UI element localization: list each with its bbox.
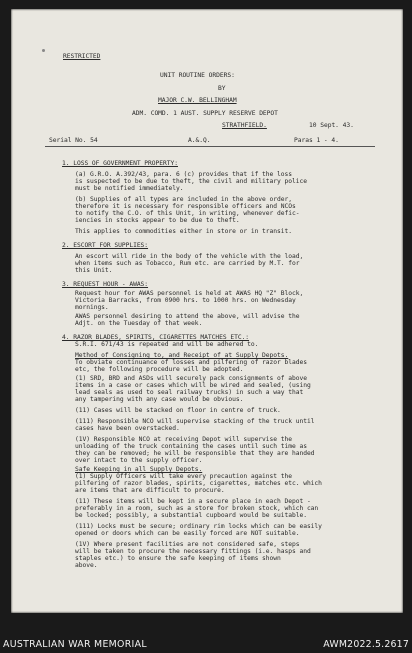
body-line: items in a case or cases which will be wired and sealed, (using [75,382,311,389]
body-line: over intact to the supply officer. [75,457,203,464]
footer-institution: AUSTRALIAN WAR MEMORIAL [3,639,147,650]
body-line: to notify the C.O. of this Unit, in writing, whenever defic- [75,210,300,217]
place-name: STRATHFIELD. [222,122,267,129]
paras-range: Paras 1 - 4. [294,137,339,144]
body-line: (1) SRD, BRD and ASDs will securely pack consignments of above [75,375,307,382]
archive-footer [0,617,412,653]
body-line: Method of Consigning to, and Receipt of at Supply Depots. [75,352,289,359]
body-line: (a) G.R.O. A.392/43, para. 6 (c) provides that if the loss [75,171,292,178]
body-line: will be taken to procure the necessary fittings (i.e. hasps and [75,548,311,555]
body-line: (111) Locks must be secure; ordinary rim locks which can be easily [75,523,322,530]
unit-name: ADM. COMD. 1 AUST. SUPPLY RESERVE DEPOT [132,110,278,117]
body-line: opened or doors which can be easily forced are NOT suitable. [75,530,300,537]
body-line: 3. REQUEST HOUR - AWAS: [62,281,149,288]
body-line: any tampering with any case would be obvious. [75,396,244,403]
body-line: when items such as Tobacco, Rum etc. are carried by M.T. for [75,260,300,267]
body-line: lead seals as used to seal railway trucks) in such a way that [75,389,304,396]
body-line: An escort will ride in the body of the vehicle with the load, [75,253,304,260]
body-line: therefore it is necessary for responsible officers and NCOs [75,203,296,210]
body-line: (1V) Where present facilities are not considered safe, steps [75,541,300,548]
body-line: iencies in stocks appear to be due to theft. [75,217,240,224]
body-line: cases have been overstacked. [75,425,180,432]
document-page [11,9,403,613]
body-line: (1V) Responsible NCO at receiving Depot will supervise the [75,436,292,443]
body-line: This applies to commodities either in store or in transit. [75,228,292,235]
body-line: be locked; possibly, a substantial cupboard would be suitable. [75,512,307,519]
body-line: are items that are difficult to procure. [75,487,225,494]
body-line: this Unit. [75,267,113,274]
body-line: (1) Supply Officers will take every precaution against the [75,473,292,480]
officer-name: MAJOR C.W. BELLINGHAM [158,97,237,104]
footer-accession-number: AWM2022.5.2617 [323,639,409,650]
body-line: 2. ESCORT FOR SUPPLIES: [62,242,149,249]
body-line: (11) Cases will be stacked on floor in centre of truck. [75,407,281,414]
serial-number: Serial No. 54 [49,137,98,144]
document-title: UNIT ROUTINE ORDERS: [160,72,235,79]
body-line: they can be removed; he will be responsible that they are handed [75,450,315,457]
punch-hole-mark [42,49,45,52]
by-line: BY [218,85,226,92]
order-date: 10 Sept. 43. [309,122,354,129]
body-line: must be notified immediately. [75,185,184,192]
body-line: above. [75,562,98,569]
body-line: pilfering of razor blades, spirits, cigarettes, matches etc. which [75,480,322,487]
body-line: Victoria Barracks, from 0900 hrs. to 1000 hrs. on Wednesday [75,297,296,304]
body-line: Safe Keeping in all Supply Depots. [75,466,203,473]
body-line: S.R.I. 671/43 is repeated and will be adhered to. [75,341,259,348]
body-line: (b) Supplies of all types are included in the above order, [75,196,292,203]
body-line: mornings. [75,304,109,311]
body-line: is suspected to be due to theft, the civil and military police [75,178,307,185]
body-line: staples etc.) to ensure the safe keeping of items shown [75,555,281,562]
body-line: To obviate continuance of losses and pilfering of razor blades [75,359,307,366]
body-line: (111) Responsible NCO will supervise stacking of the truck until [75,418,315,425]
body-line: preferably in a room, such as a store for broken stock, which can [75,505,319,512]
header-rule [45,146,375,147]
body-line: AWAS personnel desiring to attend the above, will advise the [75,313,300,320]
body-line: (11) These items will be kept in a secure place in each Depot - [75,498,311,505]
body-line: Adjt. on the Tuesday of that week. [75,320,203,327]
restricted-label: RESTRICTED [63,53,101,60]
body-line: etc, the following procedure will be adopted. [75,366,244,373]
body-line: 4. RAZOR BLADES, SPIRITS, CIGARETTES MATCHES ETC.: [62,334,250,341]
body-line: Request hour for AWAS personnel is held at AWAS HQ "Z" Block, [75,290,304,297]
body-line: 1. LOSS OF GOVERNMENT PROPERTY: [62,160,178,167]
body-line: unloading of the truck containing the cases until such time as [75,443,307,450]
section-code: A.&.Q. [188,137,211,144]
